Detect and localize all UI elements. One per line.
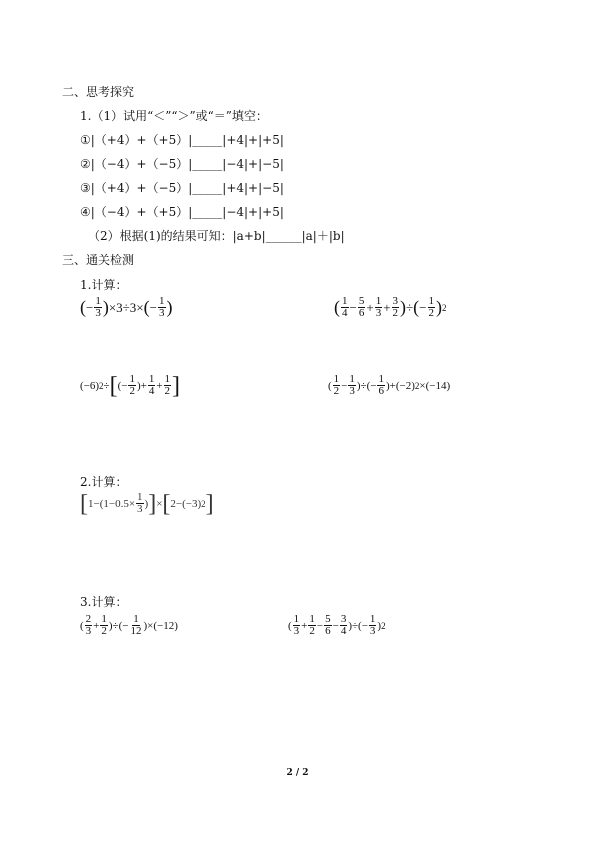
fill-item-4: ④|（−4）+（+5）|_____|−4|+|+5| — [80, 205, 284, 219]
q1-part2: （2）根据(1)的结果可知：|a+b|______|a|＋|b| — [88, 229, 345, 243]
expression-5: [ 1−(1−0.5× $\frac{1}{3}$ ) ] × [ 2−(−3) 2 ] — [80, 490, 214, 517]
expression-2: ( $\frac{1}{4}$ − $\frac{5}{6}$ + $\frac{1}{3}$ + $\frac{3}{2}$ ) ÷ ( − $\frac{1}{2}$ ) 2 — [334, 295, 447, 319]
section-2-title: 二、思考探究 — [62, 85, 135, 99]
page-number: 2 / 2 — [286, 768, 309, 778]
fill-item-3: ③|（+4）+（−5）|_____|+4|+|−5| — [80, 181, 284, 195]
expression-1: ( − $\frac{1}{3}$ ) ×3÷3× ( − $\frac{1}{3}$ ) — [80, 295, 173, 319]
q1-intro: 1.（1）试用“＜”“＞”或“＝”填空： — [80, 109, 268, 123]
fill-item-1: ①|（+4）+（+5）|_____|+4|+|+5| — [80, 133, 284, 147]
expression-3: (−6) 2 ÷ [ (− $\frac{1}{2}$ )+ $\frac{1}{4}$ + $\frac{1}{2}$ ] — [80, 372, 181, 399]
expression-4: ( $\frac{1}{2}$ − $\frac{1}{3}$ )÷(− $\frac{1}{6}$ )+(−2) 2 ×(−14) — [328, 373, 451, 397]
q3-3-label: 3.计算： — [80, 595, 128, 609]
fill-item-2: ②|（−4）+（−5）|_____|−4|+|−5| — [80, 157, 284, 171]
expression-7: ( $\frac{1}{3}$ + $\frac{1}{2}$ − $\frac{5}{6}$ − $\frac{3}{4}$ )÷(− $\frac{1}{3}$ ) 2 — [288, 613, 386, 637]
q3-2-label: 2.计算： — [80, 475, 128, 489]
expression-6: ( $\frac{2}{3}$ + $\frac{1}{2}$ )÷(− $\frac{1}{12}$ )×(−12) — [80, 613, 178, 637]
section-3-title: 三、通关检测 — [62, 253, 135, 267]
q3-1-label: 1.计算： — [80, 278, 128, 292]
